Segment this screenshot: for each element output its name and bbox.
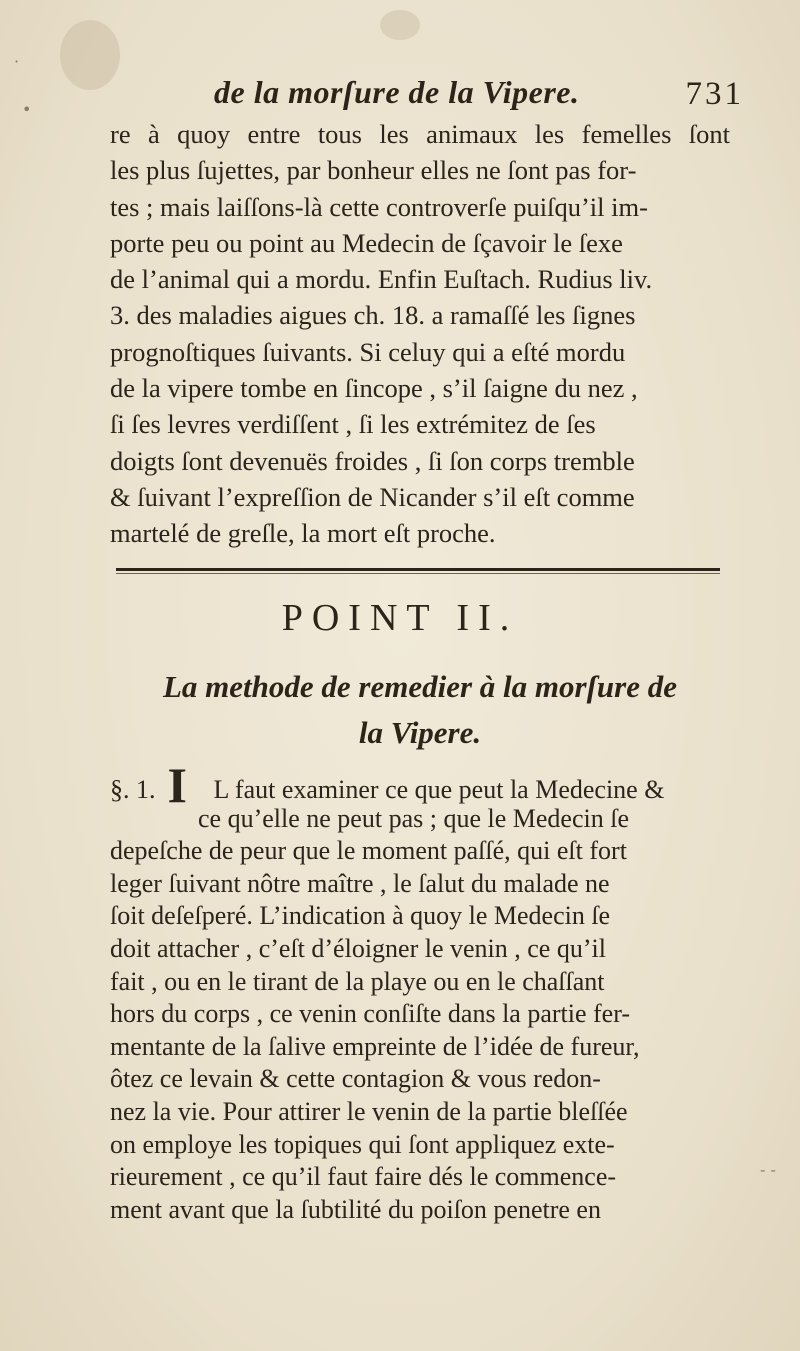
text-line: doigts ſont devenuës froides , ſi ſon corps tremble xyxy=(110,445,635,476)
section-heading: POINT II. xyxy=(281,597,519,639)
page-number: 731 xyxy=(685,76,744,112)
text-line: ſoit deſeſperé. L’indication à quoy le Medecin ſe xyxy=(110,901,611,931)
subtitle-line: La methode de remedier à la morſure de xyxy=(163,669,677,704)
text-line: les plus ſujettes, par bonheur elles ne ſont pas for- xyxy=(110,155,637,186)
drop-cap: I xyxy=(167,757,187,813)
text-line: ôtez ce levain & cette contagion & vous redon- xyxy=(110,1064,601,1094)
paragraph-continued xyxy=(110,116,730,552)
margin-mark: • xyxy=(22,100,32,119)
paragraph-section-1 xyxy=(110,757,730,1226)
text-line: on employe les topiques qui ſont appliquez exte- xyxy=(110,1129,615,1159)
section-divider-rule xyxy=(116,568,720,571)
text-line: 3. des maladies aigues ch. 18. a ramaſſé les ſignes xyxy=(110,300,636,331)
margin-mark: - - xyxy=(760,1160,776,1179)
text-line: doit attacher , c’eſt d’éloigner le venin , ce qu’il xyxy=(110,933,606,963)
page-header xyxy=(214,74,744,118)
text-line: prognoſtiques ſuivants. Si celuy qui a eſté mordu xyxy=(110,336,626,367)
text-line: fait , ou en le tirant de la playe ou en le chaſſant xyxy=(110,966,605,996)
text-line: de l’animal qui a mordu. Enfin Euſtach. Rudius liv. xyxy=(110,264,653,295)
text-line: rieurement , ce qu’il faut faire dés le commence- xyxy=(110,1162,617,1192)
text-line: martelé de greſle, la mort eſt proche. xyxy=(110,518,496,549)
text-line: ſi ſes levres verdiſſent , ſi les extrémitez de ſes xyxy=(110,409,596,440)
text-line: L faut examiner ce que peut la Medecine & xyxy=(213,775,665,804)
text-line: ce qu’elle ne peut pas ; que le Medecin ſe xyxy=(198,803,629,833)
text-line: de la vipere tombe en ſincope , s’il ſaigne du nez , xyxy=(110,373,638,404)
text-line: tes ; mais laiſſons-là cette controverſe puiſqu’il im- xyxy=(110,191,648,222)
margin-mark: · xyxy=(14,52,20,71)
subtitle-line: la Vipere. xyxy=(358,715,482,750)
running-head: de la morſure de la Vipere. xyxy=(214,74,580,110)
text-line: mentante de la ſalive empreinte de l’idée de fureur, xyxy=(110,1031,640,1061)
text-line: ment avant que la ſubtilité du poiſon penetre en xyxy=(110,1194,601,1224)
text-line: & ſuivant l’expreſſion de Nicander s’il eſt comme xyxy=(110,481,635,512)
text-line: porte peu ou point au Medecin de ſçavoir le ſexe xyxy=(110,227,623,258)
text-line: depeſche de peur que le moment paſſé, qui eſt fort xyxy=(110,836,627,866)
section-mark: §. 1. xyxy=(110,775,156,804)
first-line xyxy=(110,757,730,813)
text-line: hors du corps , ce venin conſiſte dans la partie fer- xyxy=(110,999,631,1029)
paper-stain xyxy=(60,20,120,90)
text-line: re à quoy entre tous les animaux les femelles ſont xyxy=(110,119,730,149)
paper-stain xyxy=(380,10,420,40)
text-line: leger ſuivant nôtre maître , le ſalut du malade ne xyxy=(110,868,610,898)
section-subtitle xyxy=(100,664,740,756)
text-line: nez la vie. Pour attirer le venin de la partie bleſſée xyxy=(110,1096,628,1126)
